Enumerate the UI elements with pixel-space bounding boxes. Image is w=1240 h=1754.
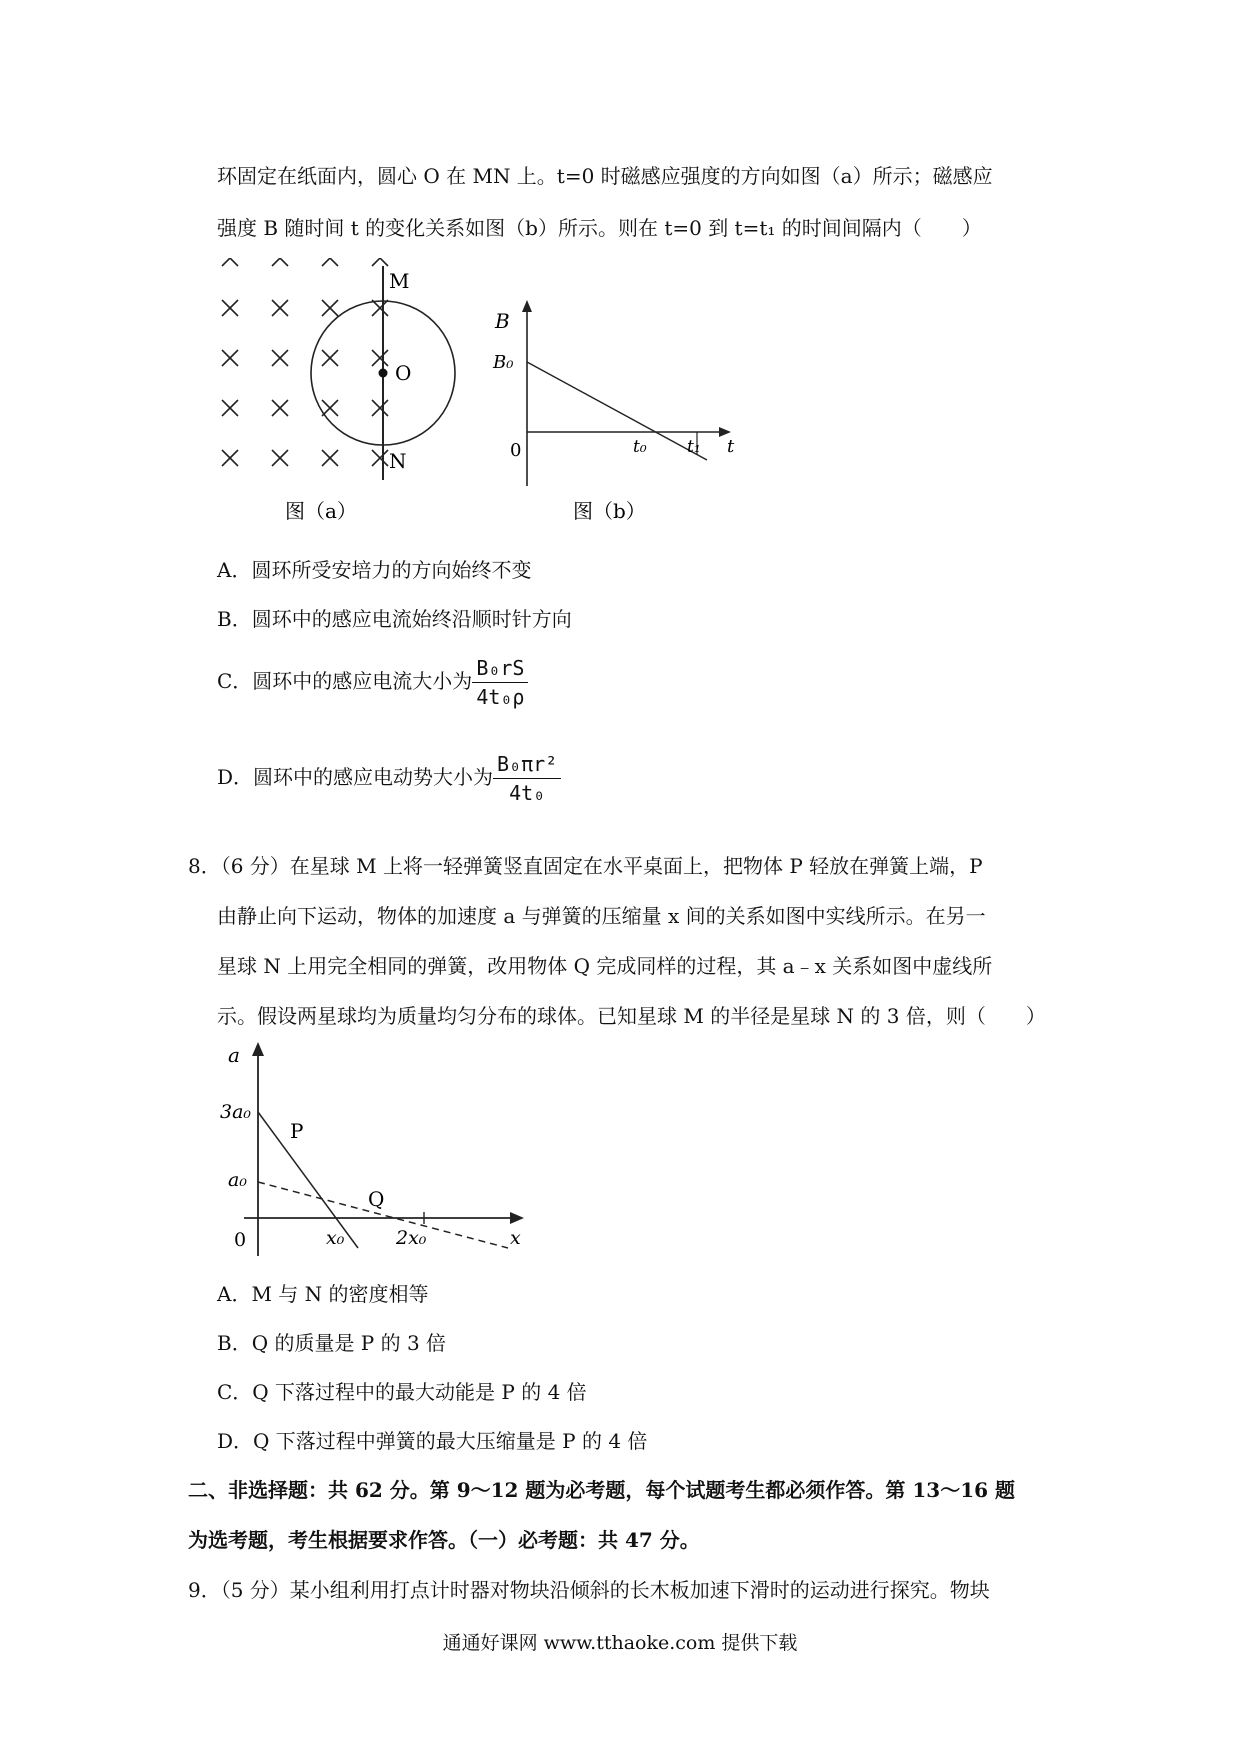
field-cross-icon (222, 300, 238, 316)
q7-text-line-1: 环固定在纸面内，圆心 O 在 MN 上。t=0 时磁感应强度的方向如图（a）所示；磁感应 (217, 164, 993, 188)
label-t: t (727, 436, 735, 457)
label-3a0: 3a₀ (220, 1101, 252, 1123)
q9-text-line-1: 9．（5 分）某小组利用打点计时器对物块沿倾斜的长木板加速下滑时的运动进行探究。物块 (188, 1578, 990, 1602)
q8-text-line-4: 示。假设两星球均为质量均匀分布的球体。已知星球 M 的半径是星球 N 的 3 倍，则（ ） (217, 1004, 1046, 1028)
label-origin-q8: 0 (234, 1229, 247, 1251)
label-b: B (495, 309, 510, 333)
field-cross-icon (222, 400, 238, 416)
page-footer: 通通好课网 www.tthaoke.com 提供下载 (442, 1632, 798, 1654)
q7-text-line-2: 强度 B 随时间 t 的变化关系如图（b）所示。则在 t=0 到 t=t₁ 的时间间隔内（ ） (217, 216, 982, 240)
fraction-d-numerator: B₀πr² (493, 752, 561, 779)
q7-option-c-text: C．圆环中的感应电流大小为 (217, 669, 473, 693)
field-cross-icon (222, 258, 238, 266)
field-cross-icon (222, 450, 238, 466)
label-a0: a₀ (228, 1169, 247, 1191)
field-cross-icon (272, 400, 288, 416)
label-origin: 0 (510, 440, 522, 461)
field-cross-icon (222, 350, 238, 366)
field-cross-icon (372, 450, 388, 466)
label-n: N (389, 449, 407, 473)
q8-text-line-3: 星球 N 上用完全相同的弹簧，改用物体 Q 完成同样的过程，其 a﹣x 关系如图中虚线所 (217, 954, 993, 978)
figure-a (215, 258, 475, 528)
field-cross-icon (372, 350, 388, 366)
field-cross-icon (372, 300, 388, 316)
field-cross-icon (322, 300, 338, 316)
label-x: x (510, 1227, 521, 1249)
label-q: Q (368, 1187, 385, 1211)
field-cross-icon (272, 350, 288, 366)
q8-option-a: A．M 与 N 的密度相等 (217, 1282, 429, 1306)
label-p: P (290, 1119, 304, 1143)
section-2-heading-line-1: 二、非选择题：共 62 分。第 9～12 题为必考题，每个试题考生都必须作答。第 13～16 题 (188, 1478, 1016, 1502)
fraction-c-denominator: 4t₀ρ (476, 685, 525, 709)
q8-option-d: D．Q 下落过程中弹簧的最大压缩量是 P 的 4 倍 (217, 1429, 648, 1453)
q7-option-d (217, 752, 561, 805)
fraction-c (472, 656, 528, 709)
caption-b: 图（b） (573, 499, 646, 523)
fraction-d-denominator: 4t₀ (509, 781, 546, 805)
q7-option-d-text: D．圆环中的感应电动势大小为 (217, 765, 494, 789)
field-cross-icon (322, 350, 338, 366)
label-t1: t₁ (687, 437, 701, 457)
field-cross-icon (322, 258, 338, 266)
field-cross-icon (372, 258, 388, 266)
label-t0: t₀ (633, 437, 647, 457)
field-cross-icon (372, 400, 388, 416)
q8-text-line-2: 由静止向下运动，物体的加速度 a 与弹簧的压缩量 x 间的关系如图中实线所示。在另一 (217, 904, 986, 928)
q8-option-b: B．Q 的质量是 P 的 3 倍 (217, 1331, 447, 1355)
field-cross-icon (272, 300, 288, 316)
label-2x0: 2x₀ (396, 1227, 427, 1249)
field-cross-icon (272, 258, 288, 266)
figure-b (485, 298, 745, 528)
q7-option-b: B．圆环中的感应电流始终沿顺时针方向 (217, 607, 572, 631)
b-line (527, 362, 707, 460)
section-2-heading-line-2: 为选考题，考生根据要求作答。（一）必考题：共 47 分。 (188, 1528, 700, 1552)
label-o: O (395, 361, 412, 385)
label-m: M (389, 269, 410, 293)
fraction-c-numerator: B₀rS (472, 656, 528, 683)
fraction-d (493, 752, 561, 805)
center-o (379, 369, 388, 378)
q8-text-line-1: 8．（6 分）在星球 M 上将一轻弹簧竖直固定在水平桌面上，把物体 P 轻放在弹簧上端，P (188, 854, 983, 878)
q8-graph (212, 1036, 542, 1266)
q8-option-c: C．Q 下落过程中的最大动能是 P 的 4 倍 (217, 1380, 587, 1404)
field-cross-icon (272, 450, 288, 466)
label-x0: x₀ (326, 1227, 345, 1249)
label-b0: B₀ (493, 352, 514, 373)
q7-option-c (217, 656, 528, 709)
label-a: a (228, 1043, 240, 1067)
caption-a: 图（a） (285, 499, 357, 523)
q7-option-a: A．圆环所受安培力的方向始终不变 (217, 558, 532, 582)
field-cross-icon (322, 450, 338, 466)
